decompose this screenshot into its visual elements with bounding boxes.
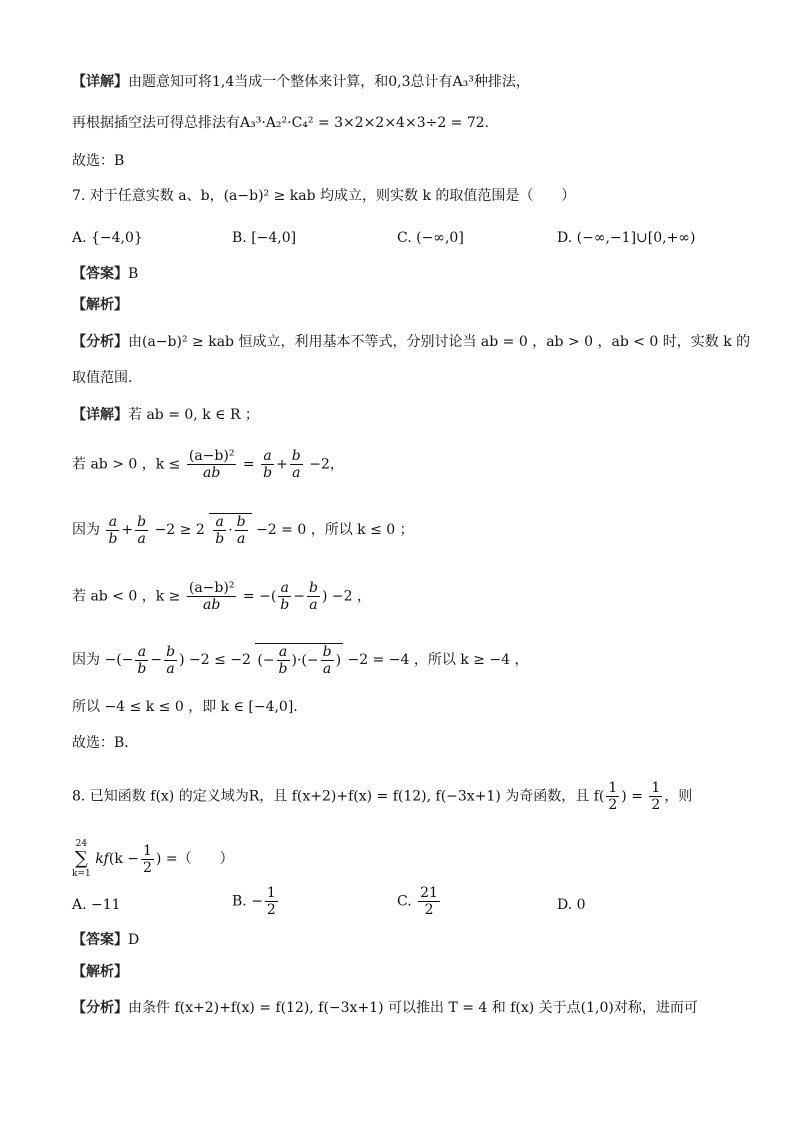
q7-detail-5: 因为 −(− $\frac{a}{b}$ − $\frac{b}{a}$ ) −2 ≤ −2 (− $\frac{a}{b}$ )·(− $\frac{b}{a}$ ) −2 = −4 ，所以 k ≥ −4 ，: [72, 643, 529, 677]
sum-expr: kf: [95, 851, 109, 867]
frac-num: b: [309, 580, 318, 596]
frac-num: b: [291, 448, 301, 464]
q7-stem: [72, 186, 575, 206]
q7-option-d-text: D. (−∞,−1]∪[0,+∞): [557, 230, 696, 246]
frac-den: 2: [608, 797, 618, 813]
q7-choose: [72, 733, 138, 753]
q8-option-a: [72, 895, 121, 915]
q7-option-a-text: A. {−4,0}: [72, 230, 143, 246]
frac-den: a: [309, 597, 318, 613]
answer-tag: 【答案】: [72, 266, 128, 282]
q8-sum: 24 ∑ k=1 kf(k − $\frac{1}{2}$ ) =（ ）: [72, 839, 234, 879]
q8-analysis-1: [72, 998, 698, 1018]
frac-den: a: [166, 660, 175, 677]
frac-den: a: [292, 465, 301, 481]
q7-detail-6-text: 所以 −4 ≤ k ≤ 0 ，即 k ∈ [−4,0].: [72, 699, 298, 715]
q8-option-c-text: C.: [397, 893, 412, 910]
q7-option-b: [232, 228, 296, 248]
q7-detail-text-1: 若 ab = 0, k ∈ R ；: [128, 407, 259, 423]
detail-tag-2: 【详解】: [72, 407, 128, 423]
detail-line-1: [72, 72, 530, 92]
q8-stem-text: 8. 已知函数 f(x) 的定义域为R，且 f(x+2)+f(x) = f(12), f(−3x+1) 为奇函数，且 f: [72, 788, 599, 805]
q7-analysis-2: [72, 368, 132, 388]
frac-num: 21: [420, 885, 438, 901]
sqrt: $\frac{a}{b}$ · $\frac{b}{a}$: [209, 513, 251, 547]
sigma-bottom: k=1: [72, 869, 91, 879]
sigma-top: 24: [75, 839, 88, 849]
frac-num: b: [137, 513, 147, 530]
q7-analysis-text-2: 取值范围.: [72, 370, 133, 386]
q7-detail-4-end: −2 ，: [331, 588, 371, 605]
q7-option-b-text: B. [−4,0]: [232, 230, 297, 246]
frac-den: a: [236, 531, 246, 547]
fraction: [187, 448, 237, 481]
q8-stem: 8. 已知函数 f(x) 的定义域为R，且 f(x+2)+f(x) = f(12), f(−3x+1) 为奇函数，且 f( $\frac{1}{2}$ ) = $\frac{1}{2}$ ，则: [72, 780, 693, 813]
fraction-b-over-a: [321, 644, 334, 677]
q7-detail-3-mid: −2 ≥ 2: [154, 522, 205, 538]
q7-detail-3-start: 因为: [72, 522, 100, 538]
fraction-a-over-b: [278, 580, 291, 613]
q8-option-b-text: B. −: [232, 893, 263, 910]
q7-detail-3: 因为 $\frac{a}{b}$ + $\frac{b}{a}$ −2 ≥ 2 $\frac{a}{b}$ · $\frac{b}{a}$ −2 = 0 ，所以 k ≤ 0 ；: [72, 513, 414, 547]
frac-den: 2: [424, 902, 434, 918]
choose-text: 故选：B: [72, 153, 125, 169]
detail-text: 由题意知可将1,4当成一个整体来计算，和0,3总计有A₃³种排法，: [128, 74, 530, 90]
sigma-glyph: ∑: [74, 848, 88, 869]
q7-option-c: [397, 228, 464, 248]
q8-stem-end: ，则: [664, 788, 693, 805]
q7-detail-5-end: −2 = −4 ，所以 k ≥ −4 ，: [347, 652, 529, 668]
fraction-one-half: [606, 780, 619, 813]
frac-num: 1: [143, 842, 152, 859]
fraction-b-over-a: [290, 448, 303, 481]
q7-detail-5-start: 因为 −: [72, 652, 117, 668]
frac-den: b: [215, 531, 225, 547]
fraction-b-over-a: [164, 644, 177, 677]
frac-num: (a−b)²: [188, 448, 235, 464]
fraction-b-over-a: [135, 514, 148, 547]
frac-den: b: [137, 660, 147, 677]
frac-num: a: [135, 644, 148, 661]
analysis-tag: 【解析】: [72, 964, 128, 980]
frac-num: a: [261, 448, 274, 465]
frac-den: a: [322, 661, 332, 677]
frac-num: 1: [651, 780, 661, 796]
fraction-a-over-b: [277, 644, 290, 677]
frac-den: 2: [266, 902, 276, 918]
frac-num: a: [106, 514, 119, 531]
fraction-one-half: [141, 843, 154, 876]
choose-line-prev: [72, 151, 124, 171]
analysis-tag: 【解析】: [72, 297, 128, 313]
fraction-b-over-a: [235, 514, 248, 547]
fraction-a-over-b: [261, 448, 274, 481]
fraction-a-over-b: [106, 514, 119, 547]
answer-tag: 【答案】: [72, 932, 128, 948]
q8-option-d-text: D. 0: [557, 897, 586, 913]
frac-den: ab: [203, 465, 221, 481]
q8-analysis-text: 由条件 f(x+2)+f(x) = f(12), f(−3x+1) 可以推出 T = 4 和 f(x) 关于点(1,0)对称，进而可: [128, 1000, 698, 1016]
frac-den: ab: [203, 597, 221, 613]
q7-option-d: [557, 228, 695, 248]
q7-answer: [72, 264, 138, 284]
q7-option-a: [72, 228, 143, 248]
frac-den: 2: [143, 859, 152, 876]
q7-detail-2-start: 若 ab > 0 ，k ≤: [72, 456, 181, 473]
q7-analysis-1: [72, 332, 750, 352]
q8-analysis-header: [72, 962, 128, 982]
q7-detail-4-start: 若 ab < 0 ，k ≥: [72, 588, 181, 605]
q7-detail-4: 若 ab < 0 ，k ≥ $\frac{\text{(a−b)²}}{ab}$ = −( $\frac{a}{b}$ − $\frac{b}{a}$ ) −2 ，: [72, 580, 371, 613]
q8-answer: [72, 930, 139, 950]
q8-option-b: [232, 885, 280, 918]
q7-option-c-text: C. (−∞,0]: [397, 230, 464, 246]
frac-num: (a−b)²: [188, 580, 235, 596]
q7-detail-5-mid: −2 ≤ −2: [188, 652, 251, 668]
fraction-b-over-a: [307, 580, 320, 613]
q8-option-a-text: A. −11: [72, 897, 121, 913]
frac-num: 1: [608, 780, 618, 796]
q7-detail-4-mid: = −: [242, 588, 271, 605]
sigma-symbol: [72, 838, 91, 880]
frac-den: b: [280, 597, 290, 613]
q7-detail-6: [72, 697, 298, 717]
fraction-a-over-b: [213, 514, 226, 547]
q7-detail-3-end: −2 = 0 ，所以 k ≤ 0 ；: [256, 522, 414, 538]
sum-expr-b: k −: [114, 851, 139, 867]
analyze-tag: 【分析】: [72, 1000, 128, 1016]
q7-detail-1: [72, 405, 259, 425]
frac-den: 2: [651, 797, 661, 813]
q7-detail-2: 若 ab > 0 ，k ≤ $\frac{\text{(a−b)²}}{ab}$ = $\frac{a}{b}$ + $\frac{b}{a}$ −2，: [72, 448, 344, 481]
q7-analysis-header: [72, 295, 128, 315]
detail-tag: 【详解】: [72, 74, 128, 90]
frac-num: b: [166, 643, 176, 660]
fraction-a-over-b: [135, 644, 148, 677]
q7-detail-2-end: −2，: [309, 456, 344, 473]
frac-den: a: [137, 530, 146, 547]
frac-den: b: [108, 530, 118, 547]
detail-line-2: [72, 113, 489, 133]
frac-num: a: [278, 580, 291, 597]
frac-num: a: [277, 644, 290, 661]
frac-den: b: [263, 465, 273, 481]
frac-num: b: [236, 514, 246, 530]
q7-choose-text: 故选：B．: [72, 735, 139, 751]
equals: =: [242, 456, 255, 473]
q8-option-c: [397, 885, 442, 918]
frac-num: a: [213, 514, 226, 531]
fraction: [265, 885, 278, 918]
q7-stem-text: 7. 对于任意实数 a、b，(a−b)² ≥ kab 均成立，则实数 k 的取值范围是（ ）: [72, 188, 576, 204]
frac-num: b: [322, 644, 332, 660]
frac-den: b: [278, 661, 288, 677]
q8-option-d: [557, 895, 586, 915]
q8-answer-value: D: [128, 932, 140, 948]
q7-analysis-text: 由(a−b)² ≥ kab 恒成立，利用基本不等式，分别讨论当 ab = 0 ，ab > 0 ，ab < 0 时，实数 k 的: [128, 334, 751, 350]
q7-answer-value: B: [128, 266, 139, 282]
equals: =: [631, 788, 643, 805]
fraction: [187, 580, 237, 613]
sum-tail: =（ ）: [165, 851, 234, 867]
analyze-tag: 【分析】: [72, 334, 128, 350]
fraction: [418, 885, 440, 918]
fraction-one-half: [649, 780, 662, 813]
frac-num: 1: [266, 885, 276, 901]
detail-text-2: 再根据插空法可得总排法有A₃³·A₂²·C₄² = 3×2×2×4×3÷2 = 72.: [72, 115, 490, 131]
sqrt: (− $\frac{a}{b}$ )·(− $\frac{b}{a}$ ): [257, 644, 342, 677]
